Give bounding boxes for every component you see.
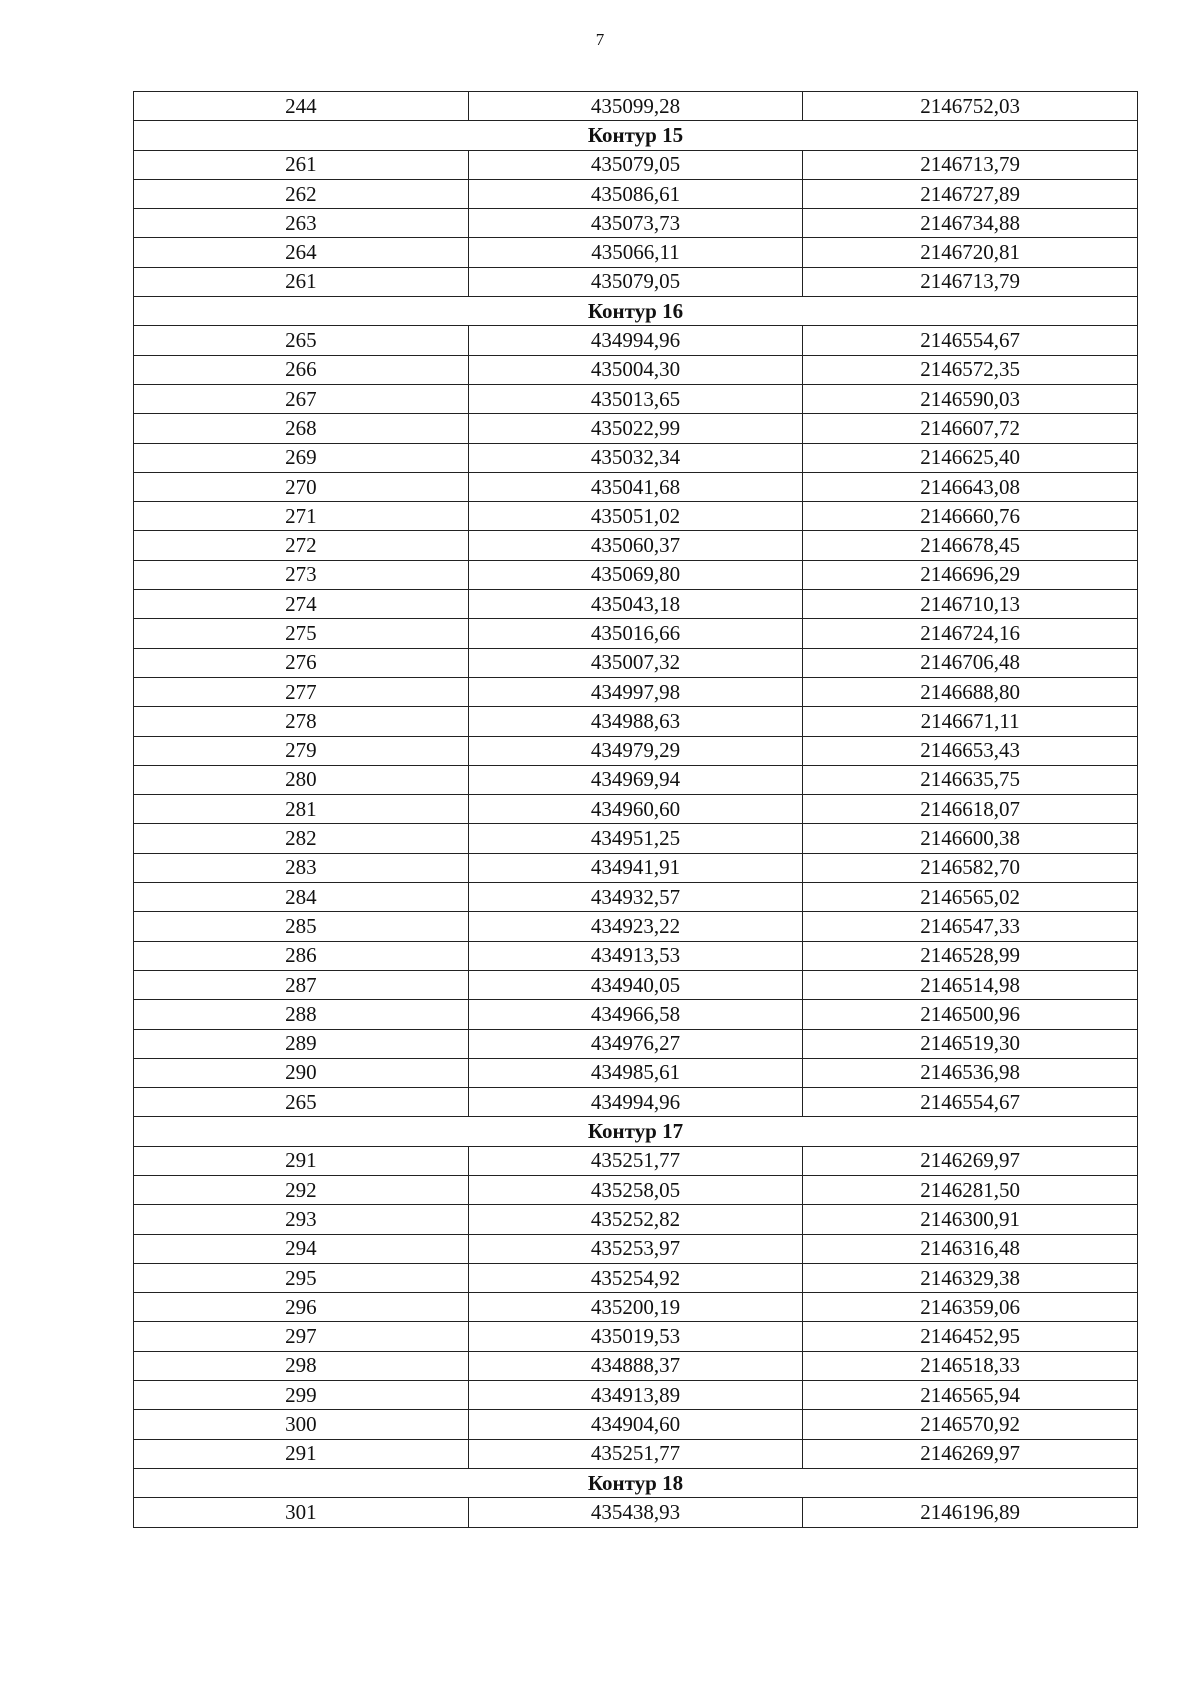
point-number-cell: 266	[134, 355, 469, 384]
x-coordinate-cell: 435079,05	[468, 267, 803, 296]
y-coordinate-cell: 2146752,03	[803, 92, 1138, 121]
x-coordinate-cell: 434932,57	[468, 883, 803, 912]
x-coordinate-cell: 434888,37	[468, 1351, 803, 1380]
contour-header-row	[134, 1117, 1138, 1146]
contour-label: Контур 15	[134, 121, 1138, 150]
table-row	[134, 384, 1138, 413]
x-coordinate-cell: 435032,34	[468, 443, 803, 472]
point-number-cell: 275	[134, 619, 469, 648]
table-row	[134, 1293, 1138, 1322]
x-coordinate-cell: 434985,61	[468, 1058, 803, 1087]
y-coordinate-cell: 2146713,79	[803, 267, 1138, 296]
table-row	[134, 677, 1138, 706]
table-row	[134, 1439, 1138, 1468]
y-coordinate-cell: 2146536,98	[803, 1058, 1138, 1087]
y-coordinate-cell: 2146316,48	[803, 1234, 1138, 1263]
table-row	[134, 560, 1138, 589]
table-row	[134, 912, 1138, 941]
x-coordinate-cell: 434951,25	[468, 824, 803, 853]
table-row	[134, 1175, 1138, 1204]
table-row	[134, 179, 1138, 208]
x-coordinate-cell: 435254,92	[468, 1263, 803, 1292]
table-row	[134, 1088, 1138, 1117]
table-row	[134, 1000, 1138, 1029]
point-number-cell: 261	[134, 150, 469, 179]
point-number-cell: 290	[134, 1058, 469, 1087]
point-number-cell: 295	[134, 1263, 469, 1292]
x-coordinate-cell: 435051,02	[468, 502, 803, 531]
table-row	[134, 765, 1138, 794]
table-row	[134, 883, 1138, 912]
point-number-cell: 289	[134, 1029, 469, 1058]
y-coordinate-cell: 2146720,81	[803, 238, 1138, 267]
table-row	[134, 1029, 1138, 1058]
y-coordinate-cell: 2146570,92	[803, 1410, 1138, 1439]
y-coordinate-cell: 2146565,02	[803, 883, 1138, 912]
table-row	[134, 150, 1138, 179]
table-row	[134, 795, 1138, 824]
y-coordinate-cell: 2146528,99	[803, 941, 1138, 970]
x-coordinate-cell: 435007,32	[468, 648, 803, 677]
y-coordinate-cell: 2146660,76	[803, 502, 1138, 531]
x-coordinate-cell: 435022,99	[468, 414, 803, 443]
x-coordinate-cell: 435066,11	[468, 238, 803, 267]
table-row	[134, 1498, 1138, 1527]
table-row	[134, 736, 1138, 765]
point-number-cell: 271	[134, 502, 469, 531]
contour-header-row	[134, 121, 1138, 150]
table-row	[134, 355, 1138, 384]
point-number-cell: 286	[134, 941, 469, 970]
x-coordinate-cell: 435086,61	[468, 179, 803, 208]
table-row	[134, 707, 1138, 736]
x-coordinate-cell: 434960,60	[468, 795, 803, 824]
point-number-cell: 263	[134, 209, 469, 238]
x-coordinate-cell: 434913,53	[468, 941, 803, 970]
x-coordinate-cell: 435079,05	[468, 150, 803, 179]
point-number-cell: 276	[134, 648, 469, 677]
table-row	[134, 238, 1138, 267]
y-coordinate-cell: 2146518,33	[803, 1351, 1138, 1380]
y-coordinate-cell: 2146590,03	[803, 384, 1138, 413]
point-number-cell: 297	[134, 1322, 469, 1351]
x-coordinate-cell: 434913,89	[468, 1381, 803, 1410]
point-number-cell: 273	[134, 560, 469, 589]
point-number-cell: 268	[134, 414, 469, 443]
x-coordinate-cell: 435251,77	[468, 1146, 803, 1175]
coordinates-table-body	[134, 92, 1138, 1528]
table-row	[134, 472, 1138, 501]
x-coordinate-cell: 435016,66	[468, 619, 803, 648]
point-number-cell: 244	[134, 92, 469, 121]
point-number-cell: 283	[134, 853, 469, 882]
y-coordinate-cell: 2146653,43	[803, 736, 1138, 765]
x-coordinate-cell: 435041,68	[468, 472, 803, 501]
x-coordinate-cell: 435043,18	[468, 590, 803, 619]
table-row	[134, 502, 1138, 531]
x-coordinate-cell: 435013,65	[468, 384, 803, 413]
point-number-cell: 265	[134, 1088, 469, 1117]
y-coordinate-cell: 2146710,13	[803, 590, 1138, 619]
y-coordinate-cell: 2146572,35	[803, 355, 1138, 384]
point-number-cell: 301	[134, 1498, 469, 1527]
point-number-cell: 291	[134, 1146, 469, 1175]
y-coordinate-cell: 2146281,50	[803, 1175, 1138, 1204]
table-row	[134, 1234, 1138, 1263]
x-coordinate-cell: 435252,82	[468, 1205, 803, 1234]
table-row	[134, 619, 1138, 648]
point-number-cell: 279	[134, 736, 469, 765]
table-row	[134, 1351, 1138, 1380]
y-coordinate-cell: 2146727,89	[803, 179, 1138, 208]
x-coordinate-cell: 435099,28	[468, 92, 803, 121]
x-coordinate-cell: 435004,30	[468, 355, 803, 384]
point-number-cell: 293	[134, 1205, 469, 1234]
y-coordinate-cell: 2146500,96	[803, 1000, 1138, 1029]
table-row	[134, 1205, 1138, 1234]
y-coordinate-cell: 2146734,88	[803, 209, 1138, 238]
x-coordinate-cell: 435438,93	[468, 1498, 803, 1527]
x-coordinate-cell: 435073,73	[468, 209, 803, 238]
table-row	[134, 92, 1138, 121]
y-coordinate-cell: 2146582,70	[803, 853, 1138, 882]
page-number: 7	[595, 30, 605, 49]
y-coordinate-cell: 2146269,97	[803, 1439, 1138, 1468]
y-coordinate-cell: 2146688,80	[803, 677, 1138, 706]
point-number-cell: 270	[134, 472, 469, 501]
y-coordinate-cell: 2146724,16	[803, 619, 1138, 648]
x-coordinate-cell: 434988,63	[468, 707, 803, 736]
point-number-cell: 300	[134, 1410, 469, 1439]
y-coordinate-cell: 2146696,29	[803, 560, 1138, 589]
table-row	[134, 1146, 1138, 1175]
table-row	[134, 326, 1138, 355]
y-coordinate-cell: 2146713,79	[803, 150, 1138, 179]
table-row	[134, 590, 1138, 619]
table-row	[134, 1381, 1138, 1410]
point-number-cell: 280	[134, 765, 469, 794]
x-coordinate-cell: 434976,27	[468, 1029, 803, 1058]
x-coordinate-cell: 434994,96	[468, 326, 803, 355]
y-coordinate-cell: 2146565,94	[803, 1381, 1138, 1410]
x-coordinate-cell: 435069,80	[468, 560, 803, 589]
table-row	[134, 1058, 1138, 1087]
table-row	[134, 941, 1138, 970]
y-coordinate-cell: 2146269,97	[803, 1146, 1138, 1175]
x-coordinate-cell: 434940,05	[468, 970, 803, 999]
x-coordinate-cell: 435019,53	[468, 1322, 803, 1351]
y-coordinate-cell: 2146625,40	[803, 443, 1138, 472]
point-number-cell: 285	[134, 912, 469, 941]
table-row	[134, 824, 1138, 853]
table-row	[134, 443, 1138, 472]
point-number-cell: 282	[134, 824, 469, 853]
contour-label: Контур 18	[134, 1468, 1138, 1497]
point-number-cell: 296	[134, 1293, 469, 1322]
y-coordinate-cell: 2146600,38	[803, 824, 1138, 853]
table-row	[134, 209, 1138, 238]
y-coordinate-cell: 2146547,33	[803, 912, 1138, 941]
point-number-cell: 287	[134, 970, 469, 999]
table-row	[134, 970, 1138, 999]
table-row	[134, 267, 1138, 296]
y-coordinate-cell: 2146643,08	[803, 472, 1138, 501]
table-row	[134, 1322, 1138, 1351]
y-coordinate-cell: 2146678,45	[803, 531, 1138, 560]
y-coordinate-cell: 2146359,06	[803, 1293, 1138, 1322]
x-coordinate-cell: 434994,96	[468, 1088, 803, 1117]
y-coordinate-cell: 2146514,98	[803, 970, 1138, 999]
point-number-cell: 298	[134, 1351, 469, 1380]
point-number-cell: 299	[134, 1381, 469, 1410]
y-coordinate-cell: 2146706,48	[803, 648, 1138, 677]
x-coordinate-cell: 434969,94	[468, 765, 803, 794]
x-coordinate-cell: 435251,77	[468, 1439, 803, 1468]
point-number-cell: 278	[134, 707, 469, 736]
y-coordinate-cell: 2146554,67	[803, 326, 1138, 355]
x-coordinate-cell: 435060,37	[468, 531, 803, 560]
x-coordinate-cell: 435200,19	[468, 1293, 803, 1322]
point-number-cell: 291	[134, 1439, 469, 1468]
point-number-cell: 267	[134, 384, 469, 413]
x-coordinate-cell: 435253,97	[468, 1234, 803, 1263]
point-number-cell: 284	[134, 883, 469, 912]
x-coordinate-cell: 434923,22	[468, 912, 803, 941]
point-number-cell: 269	[134, 443, 469, 472]
x-coordinate-cell: 434966,58	[468, 1000, 803, 1029]
contour-label: Контур 16	[134, 297, 1138, 326]
contour-header-row	[134, 1468, 1138, 1497]
y-coordinate-cell: 2146452,95	[803, 1322, 1138, 1351]
point-number-cell: 265	[134, 326, 469, 355]
point-number-cell: 272	[134, 531, 469, 560]
y-coordinate-cell: 2146618,07	[803, 795, 1138, 824]
contour-label: Контур 17	[134, 1117, 1138, 1146]
x-coordinate-cell: 435258,05	[468, 1175, 803, 1204]
y-coordinate-cell: 2146519,30	[803, 1029, 1138, 1058]
point-number-cell: 294	[134, 1234, 469, 1263]
coordinates-table	[133, 91, 1138, 1528]
y-coordinate-cell: 2146635,75	[803, 765, 1138, 794]
point-number-cell: 292	[134, 1175, 469, 1204]
x-coordinate-cell: 434979,29	[468, 736, 803, 765]
table-row	[134, 1410, 1138, 1439]
y-coordinate-cell: 2146554,67	[803, 1088, 1138, 1117]
point-number-cell: 274	[134, 590, 469, 619]
point-number-cell: 281	[134, 795, 469, 824]
x-coordinate-cell: 434941,91	[468, 853, 803, 882]
table-row	[134, 648, 1138, 677]
y-coordinate-cell: 2146196,89	[803, 1498, 1138, 1527]
y-coordinate-cell: 2146300,91	[803, 1205, 1138, 1234]
y-coordinate-cell: 2146607,72	[803, 414, 1138, 443]
point-number-cell: 261	[134, 267, 469, 296]
table-row	[134, 531, 1138, 560]
point-number-cell: 288	[134, 1000, 469, 1029]
table-row	[134, 853, 1138, 882]
y-coordinate-cell: 2146671,11	[803, 707, 1138, 736]
point-number-cell: 277	[134, 677, 469, 706]
table-row	[134, 414, 1138, 443]
y-coordinate-cell: 2146329,38	[803, 1263, 1138, 1292]
point-number-cell: 262	[134, 179, 469, 208]
x-coordinate-cell: 434997,98	[468, 677, 803, 706]
x-coordinate-cell: 434904,60	[468, 1410, 803, 1439]
contour-header-row	[134, 297, 1138, 326]
point-number-cell: 264	[134, 238, 469, 267]
table-row	[134, 1263, 1138, 1292]
